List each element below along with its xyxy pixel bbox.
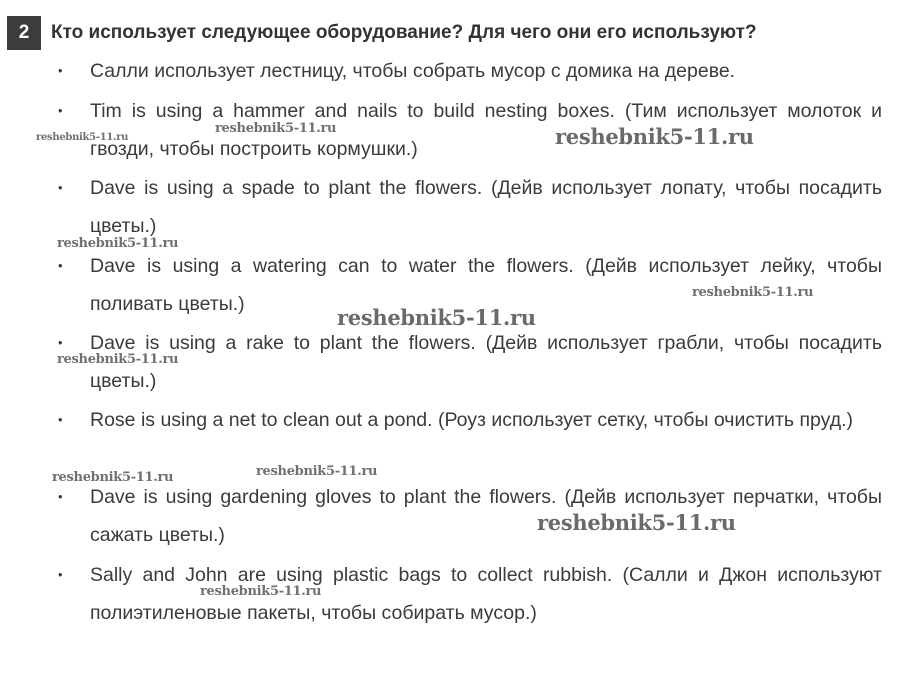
list-item [58,401,882,439]
watermark: reshebnik5-11.ru [692,285,814,300]
list-item [58,324,882,400]
task-number-badge: 2 [7,16,41,50]
answer-text: Dave is using a rake to plant the flowers. (Дейв использует грабли, чтобы посадить цветы.) [90,332,882,392]
list-item [58,478,882,554]
bullet-icon: • [58,567,63,582]
bullet-icon: • [58,180,63,195]
answer-text: Sally and John are using plastic bags to collect rubbish. (Салли и Джон используют полиэтиленовые пакеты, чтобы собирать мусор.) [90,564,882,624]
watermark: reshebnik5-11.ru [256,464,378,479]
answer-text: Rose is using a net to clean out a pond. (Роуз использует сетку, чтобы очистить пруд.) [90,409,854,431]
watermark: reshebnik5-11.ru [57,352,179,367]
watermark: reshebnik5-11.ru [215,121,337,136]
watermark: reshebnik5-11.ru [57,236,179,251]
bullet-icon: • [58,103,63,118]
list-item [58,52,882,90]
bullet-icon: • [58,335,63,350]
answer-text: Dave is using a spade to plant the flowers. (Дейв использует лопату, чтобы посадить цветы.) [90,177,882,237]
watermark: reshebnik5-11.ru [36,132,129,143]
watermark: reshebnik5-11.ru [200,584,322,599]
answer-text: Dave is using a watering can to water the flowers. (Дейв использует лейку, чтобы поливать цветы.) [90,255,882,315]
answer-text: Dave is using gardening gloves to plant the flowers. (Дейв использует перчатки, чтобы сажать цветы.) [90,486,882,546]
watermark: reshebnik5-11.ru [555,124,754,149]
answer-text: Салли использует лестницу, чтобы собрать мусор с домика на дереве. [90,60,736,82]
watermark: reshebnik5-11.ru [52,470,174,485]
watermark: reshebnik5-11.ru [337,305,536,330]
bullet-icon: • [58,63,63,78]
bullet-icon: • [58,412,63,427]
bullet-icon: • [58,258,63,273]
bullet-icon: • [58,489,63,504]
answer-text: Tim is using a hammer and nails to build nesting boxes. (Тим использует молоток и гвозди, чтобы построить кормушки.) [90,100,882,160]
task-title: Кто использует следующее оборудование? Для чего они его используют? [51,22,757,43]
watermark: reshebnik5-11.ru [537,510,736,535]
